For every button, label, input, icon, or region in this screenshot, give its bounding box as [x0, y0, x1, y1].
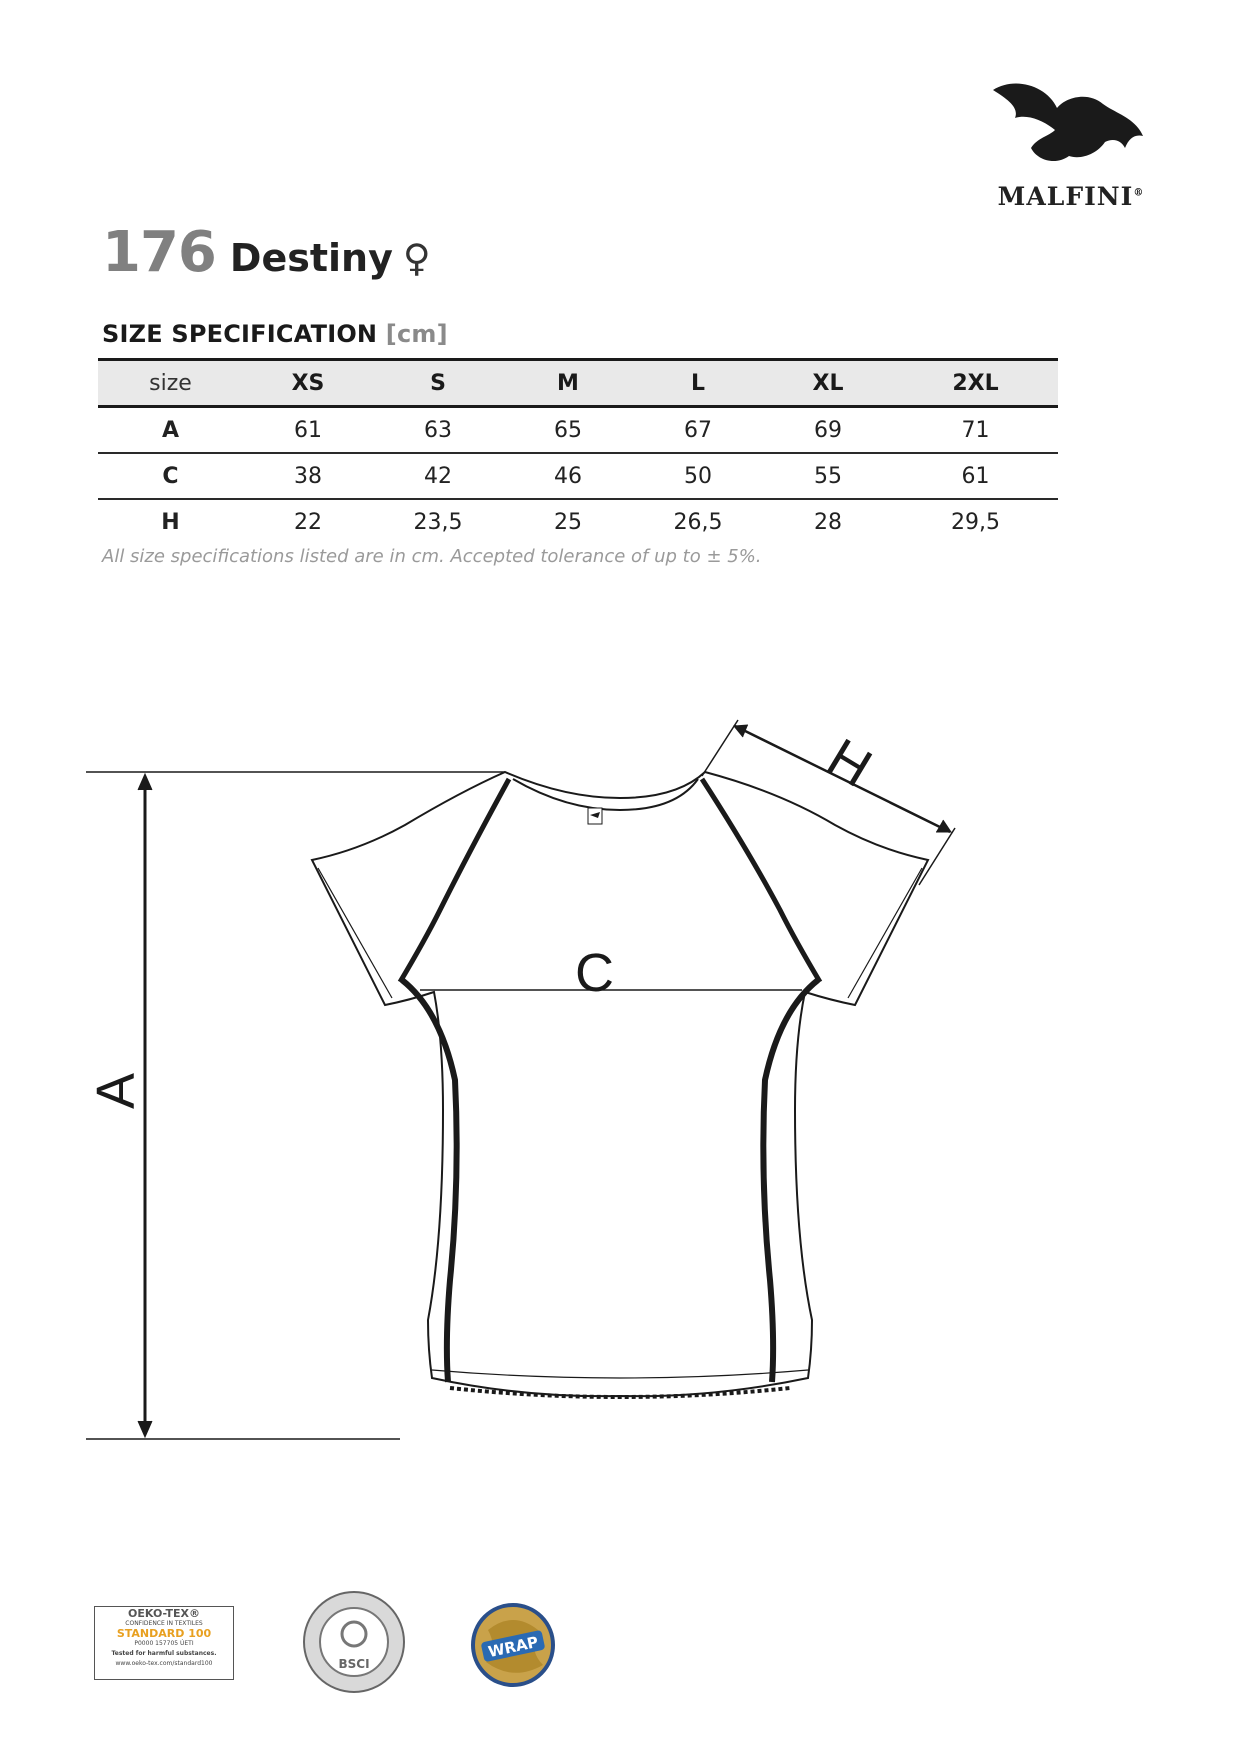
oeko-tested: Tested for harmful substances. [111, 1650, 217, 1657]
header-size: XS [291, 370, 325, 396]
garment-diagram [0, 680, 1240, 1480]
table-header-row [98, 360, 1058, 407]
product-name: Destiny [229, 236, 393, 280]
table-cell: 65 [554, 417, 582, 443]
row-label: H [161, 509, 180, 535]
row-label: C [162, 463, 179, 489]
table-cell: 63 [424, 417, 452, 443]
oeko-subtitle: CONFIDENCE IN TEXTILES [125, 1620, 203, 1627]
female-icon: ♀ [402, 236, 431, 280]
bird-logo-icon [985, 78, 1145, 178]
product-number: 176 [102, 220, 216, 285]
wrap-seal-icon [458, 1590, 568, 1700]
row-label: A [161, 417, 180, 443]
header-size: 2XL [952, 370, 999, 396]
table-cell: 71 [961, 417, 990, 443]
table-cell: 29,5 [951, 509, 1000, 535]
spec-heading [102, 320, 448, 348]
neck-label-icon [588, 808, 602, 824]
table-cell: 55 [814, 463, 842, 489]
tolerance-note: All size specifications listed are in cm. Accepted tolerance of up to ± 5%. [102, 546, 762, 567]
table-cell: 26,5 [673, 509, 723, 535]
size-table [98, 358, 1058, 544]
product-title [102, 220, 431, 290]
svg-text:WRAP: WRAP [486, 1632, 540, 1662]
table-cell: 69 [814, 417, 842, 443]
table-cell: 38 [294, 463, 322, 489]
header-size: M [557, 370, 579, 396]
table-cell: 46 [554, 463, 582, 489]
dimension-h-label: H [817, 727, 882, 799]
table-row [98, 407, 1058, 454]
table-cell: 50 [684, 463, 712, 489]
oeko-tex-badge [94, 1606, 234, 1680]
tshirt-drawing [0, 680, 1240, 1480]
svg-text:BSCI: BSCI [338, 1657, 370, 1671]
table-row [98, 453, 1058, 499]
header-size: L [690, 370, 706, 396]
dimension-c-label: C [575, 943, 614, 1003]
oeko-title: OEKO-TEX® [128, 1607, 200, 1620]
table-cell: 61 [961, 463, 990, 489]
header-size: S [430, 370, 446, 396]
table-cell: 42 [424, 463, 452, 489]
wrap-badge [458, 1590, 568, 1700]
brand-name: MALFINI® [997, 182, 1145, 211]
bsci-seal-icon [302, 1590, 406, 1694]
table-row [98, 499, 1058, 544]
table-cell: 25 [554, 509, 582, 535]
oeko-code: P0000 157705 ÚETI [134, 1640, 194, 1647]
dimension-a-label: A [86, 1072, 146, 1110]
spec-heading-text: SIZE SPECIFICATION [102, 320, 378, 348]
table-cell: 22 [294, 509, 322, 535]
oeko-standard: STANDARD 100 [116, 1627, 212, 1640]
brand-logo [970, 78, 1170, 211]
spec-unit: [cm] [385, 320, 448, 348]
header-size-label: size [149, 370, 192, 396]
table-cell: 61 [294, 417, 322, 443]
header-size: XL [812, 370, 844, 396]
table-cell: 28 [814, 509, 842, 535]
certification-logos [90, 1590, 690, 1710]
oeko-url: www.oeko-tex.com/standard100 [115, 1660, 213, 1667]
bsci-badge [302, 1590, 406, 1694]
table-cell: 23,5 [413, 509, 463, 535]
table-cell: 67 [684, 417, 712, 443]
